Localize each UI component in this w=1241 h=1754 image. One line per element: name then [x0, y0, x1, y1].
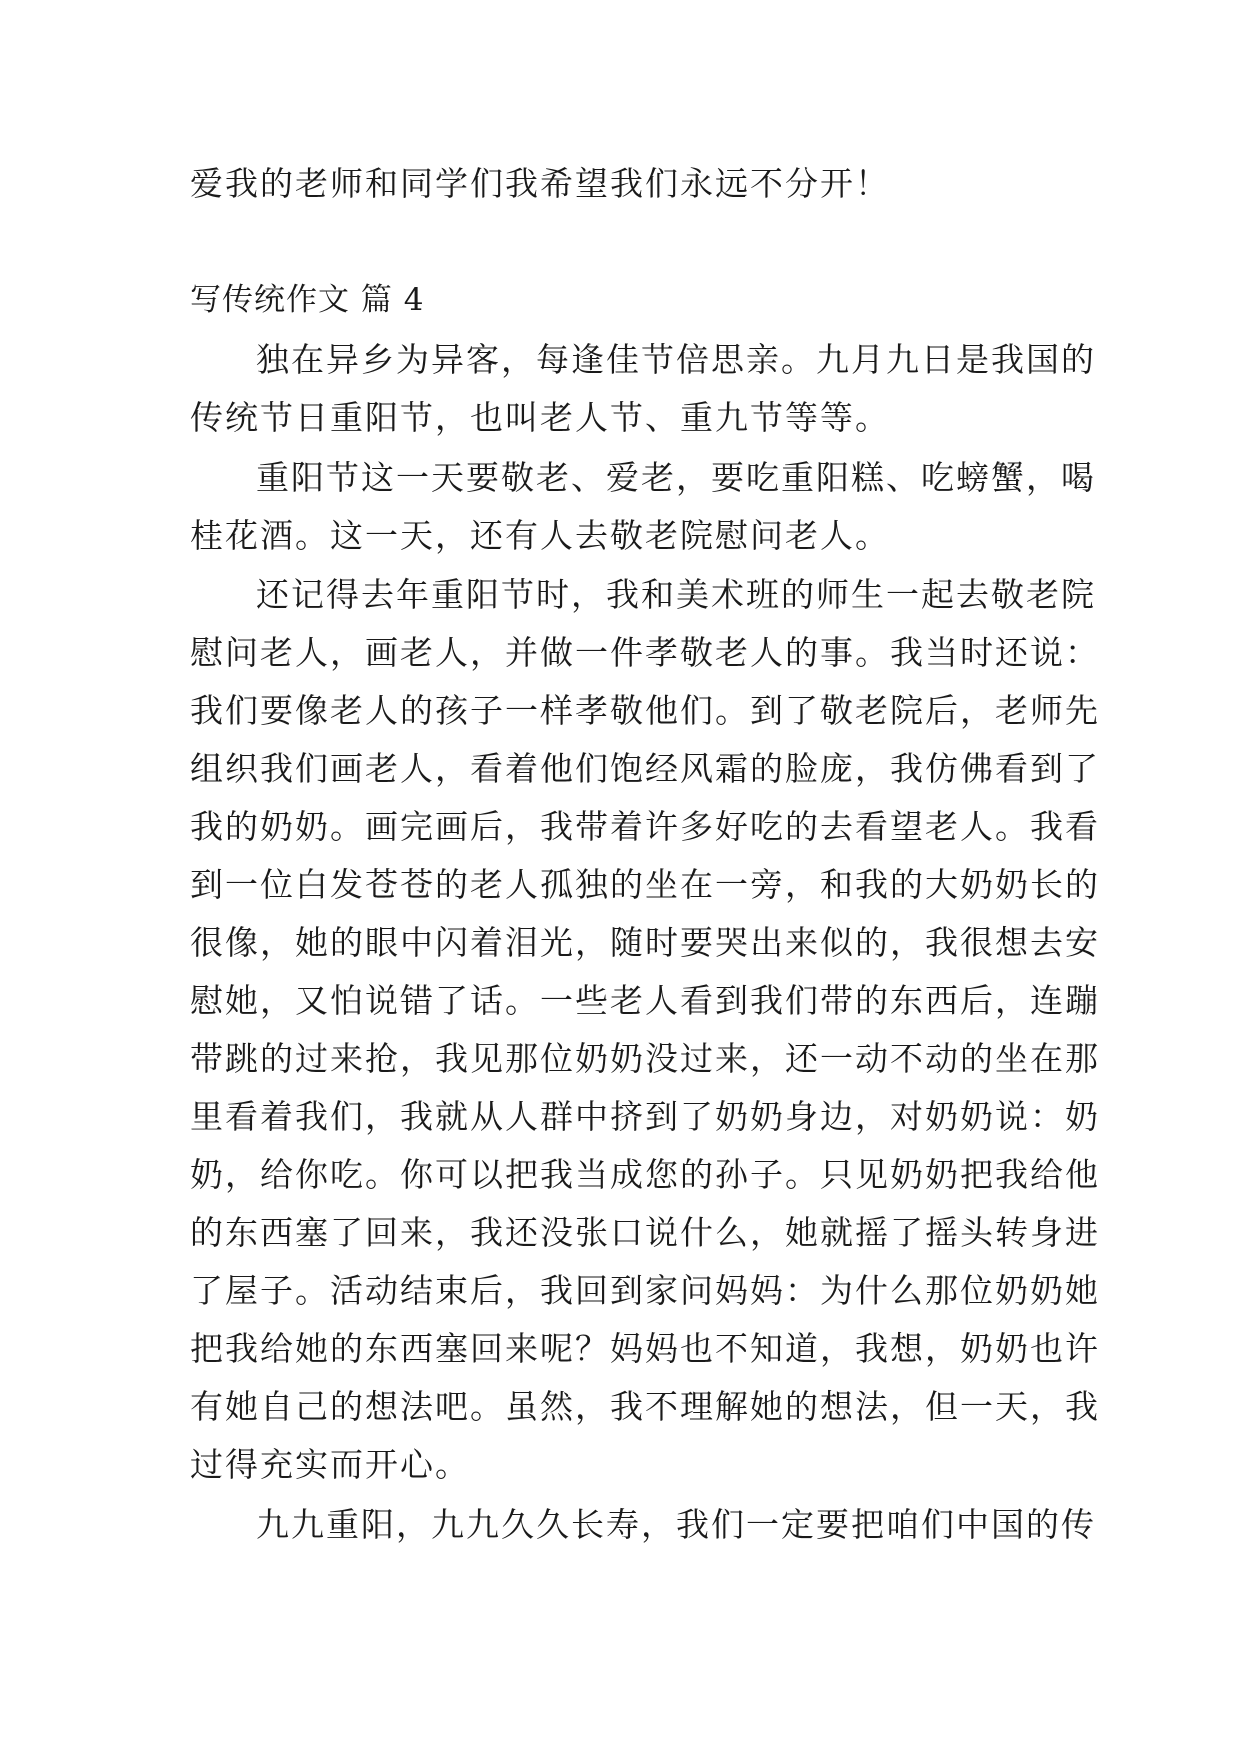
- paragraph-line: 慰她，又怕说错了话。一些老人看到我们带的东西后，连蹦: [190, 981, 1100, 1020]
- paragraph-line: 过得充实而开心。: [190, 1445, 470, 1484]
- paragraph-line: 的东西塞了回来，我还没张口说什么，她就摇了摇头转身进: [190, 1213, 1100, 1252]
- paragraph-line: 很像，她的眼中闪着泪光，随时要哭出来似的，我很想去安: [190, 923, 1100, 962]
- paragraph-line: 传统节日重阳节，也叫老人节、重九节等等。: [190, 398, 890, 437]
- paragraph-line: 还记得去年重阳节时，我和美术班的师生一起去敬老院: [256, 575, 1096, 614]
- paragraph-line: 桂花酒。这一天，还有人去敬老院慰问老人。: [190, 516, 890, 555]
- paragraph-line: 我们要像老人的孩子一样孝敬他们。到了敬老院后，老师先: [190, 691, 1100, 730]
- paragraph-line: 奶，给你吃。你可以把我当成您的孙子。只见奶奶把我给他: [190, 1155, 1100, 1194]
- paragraph-line: 我的奶奶。画完画后，我带着许多好吃的去看望老人。我看: [190, 807, 1100, 846]
- paragraph-line: 九九重阳，九九久久长寿，我们一定要把咱们中国的传: [256, 1505, 1096, 1544]
- paragraph-line: 独在异乡为异客，每逢佳节倍思亲。九月九日是我国的: [256, 340, 1096, 379]
- paragraph-line: 组织我们画老人，看着他们饱经风霜的脸庞，我仿佛看到了: [190, 749, 1100, 788]
- paragraph-line: 了屋子。活动结束后，我回到家问妈妈：为什么那位奶奶她: [190, 1271, 1100, 1310]
- paragraph-line: 有她自己的想法吧。虽然，我不理解她的想法，但一天，我: [190, 1387, 1100, 1426]
- paragraph-line: 里看着我们，我就从人群中挤到了奶奶身边，对奶奶说：奶: [190, 1097, 1100, 1136]
- paragraph-line: 重阳节这一天要敬老、爱老，要吃重阳糕、吃螃蟹，喝: [256, 458, 1096, 497]
- paragraph-line: 到一位白发苍苍的老人孤独的坐在一旁，和我的大奶奶长的: [190, 865, 1100, 904]
- paragraph-line: 慰问老人，画老人，并做一件孝敬老人的事。我当时还说：: [190, 633, 1100, 672]
- section-title: 写传统作文 篇 4: [190, 282, 425, 318]
- paragraph-line: 带跳的过来抢，我见那位奶奶没过来，还一动不动的坐在那: [190, 1039, 1100, 1078]
- paragraph-line: 把我给她的东西塞回来呢？妈妈也不知道，我想，奶奶也许: [190, 1329, 1100, 1368]
- closing-line: 爱我的老师和同学们我希望我们永远不分开！: [190, 164, 890, 203]
